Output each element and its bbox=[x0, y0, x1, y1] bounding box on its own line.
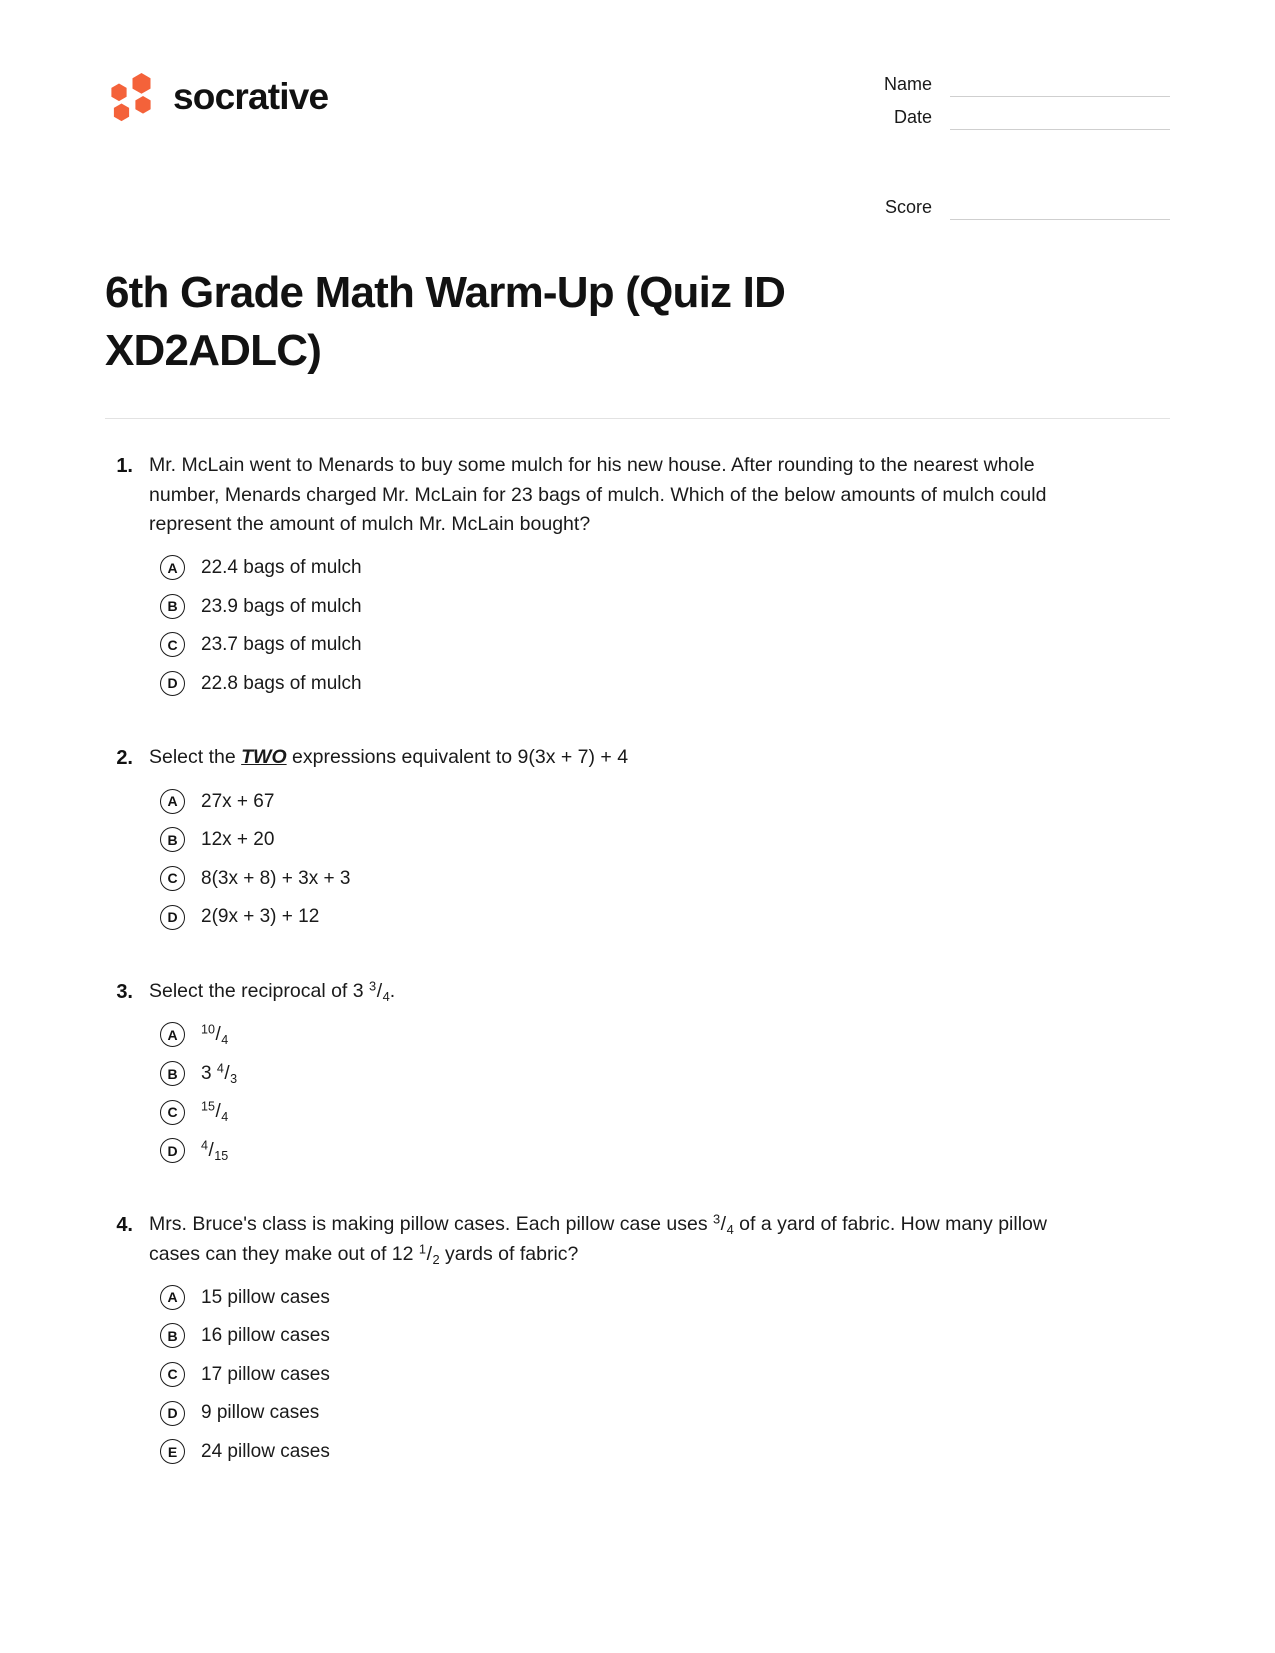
choice-label: 15 pillow cases bbox=[201, 1286, 330, 1308]
choice-label: 23.9 bags of mulch bbox=[201, 595, 362, 617]
page-title: 6th Grade Math Warm-Up (Quiz ID XD2ADLC) bbox=[105, 268, 786, 376]
hexagon-cluster-icon bbox=[105, 70, 157, 122]
fraction-denominator: 4 bbox=[221, 1032, 229, 1047]
choice-bubble-c[interactable]: C bbox=[160, 1100, 185, 1125]
choice-option[interactable] bbox=[105, 1098, 1170, 1126]
choice-bubble-a[interactable]: A bbox=[160, 555, 185, 580]
choice-option[interactable] bbox=[105, 1322, 1170, 1350]
date-label: Date bbox=[893, 107, 932, 127]
fraction-inline-2 bbox=[419, 1243, 440, 1265]
fraction-inline bbox=[369, 980, 390, 1002]
score-label: Score bbox=[884, 197, 932, 217]
choice-bubble-a[interactable]: A bbox=[160, 789, 185, 814]
choice-label: 23.7 bags of mulch bbox=[201, 634, 362, 656]
fraction-denominator: 4 bbox=[382, 988, 390, 1004]
choice-label: 24 pillow cases bbox=[201, 1440, 330, 1462]
fraction-slash: / bbox=[426, 1243, 432, 1265]
question-prompt bbox=[149, 1210, 1049, 1269]
score-field-row bbox=[840, 197, 1170, 220]
fraction-denominator: 15 bbox=[214, 1148, 229, 1163]
choice-bubble-b[interactable]: B bbox=[160, 594, 185, 619]
name-write-line[interactable] bbox=[950, 74, 1170, 97]
prompt-tail: . bbox=[389, 979, 396, 1002]
fraction-numerator: 4 bbox=[216, 1061, 224, 1076]
choice-bubble-c[interactable]: C bbox=[160, 632, 185, 657]
fraction-slash: / bbox=[224, 1062, 230, 1084]
prompt-lead: Select the bbox=[149, 746, 242, 769]
choice-label: 8(3x + 8) + 3x + 3 bbox=[201, 867, 351, 889]
choice-label bbox=[201, 1098, 228, 1126]
choice-bubble-b[interactable]: B bbox=[160, 1323, 185, 1348]
question-3 bbox=[105, 977, 1170, 1165]
choice-option[interactable] bbox=[105, 670, 1170, 698]
choice-option[interactable] bbox=[105, 1399, 1170, 1427]
fraction-slash: / bbox=[215, 1024, 221, 1046]
fraction-denominator: 4 bbox=[221, 1110, 229, 1125]
choice-bubble-d[interactable]: D bbox=[160, 1401, 185, 1426]
choice-option[interactable] bbox=[105, 631, 1170, 659]
choice-label: 17 pillow cases bbox=[201, 1363, 330, 1385]
choice-option[interactable] bbox=[105, 788, 1170, 816]
choice-label: 2(9x + 3) + 12 bbox=[201, 906, 320, 928]
question-4 bbox=[105, 1210, 1170, 1465]
choice-bubble-b[interactable]: B bbox=[160, 827, 185, 852]
fraction-denominator: 3 bbox=[230, 1071, 238, 1086]
prompt-lead: Select the reciprocal of 3 bbox=[149, 979, 370, 1002]
choice-bubble-d[interactable]: D bbox=[160, 905, 185, 930]
choice-option[interactable] bbox=[105, 1060, 1170, 1088]
choice-bubble-a[interactable]: A bbox=[160, 1285, 185, 1310]
choice-option[interactable] bbox=[105, 1137, 1170, 1165]
prompt-emphasis: TWO bbox=[241, 746, 287, 769]
student-info-fields bbox=[840, 56, 1170, 230]
name-label: Name bbox=[883, 74, 932, 94]
prompt-part-2: of a yard of fabric. How many pillow cases can they make out of 12 bbox=[149, 1213, 1047, 1265]
fraction-inline-1 bbox=[713, 1211, 734, 1238]
question-2 bbox=[105, 743, 1170, 931]
question-prompt bbox=[149, 743, 628, 773]
mixed-whole: 3 bbox=[201, 1062, 217, 1084]
prompt-part-3: yards of fabric? bbox=[439, 1243, 579, 1265]
choice-label bbox=[201, 1060, 237, 1088]
fraction-numerator: 3 bbox=[369, 978, 377, 994]
fraction-denominator: 2 bbox=[432, 1251, 440, 1267]
choice-label: 9 pillow cases bbox=[201, 1402, 320, 1424]
fraction-slash: / bbox=[208, 1139, 214, 1161]
choice-label bbox=[201, 1021, 228, 1049]
choice-bubble-c[interactable]: C bbox=[160, 866, 185, 891]
prompt-tail: expressions equivalent to 9(3x + 7) + 4 bbox=[286, 746, 629, 769]
choice-option[interactable] bbox=[105, 1438, 1170, 1466]
choice-option[interactable] bbox=[105, 865, 1170, 893]
question-number: 3. bbox=[116, 980, 133, 1003]
question-prompt: Mr. McLain went to Menards to buy some mulch for his new house. After rounding to the nearest whole number, Menards charged Mr. McLain for 23 bags of mulch. Which of the below amounts of mulch could represent the amount of mulch Mr. McLain bought? bbox=[149, 454, 1047, 536]
choice-option[interactable] bbox=[105, 1021, 1170, 1049]
questions-list bbox=[0, 451, 1275, 1465]
choice-option[interactable] bbox=[105, 903, 1170, 931]
choices-list bbox=[105, 554, 1170, 697]
fraction-numerator: 1 bbox=[418, 1241, 427, 1257]
fraction-numerator: 3 bbox=[713, 1211, 721, 1227]
brand-wordmark: socrative bbox=[173, 75, 329, 117]
question-number: 1. bbox=[116, 455, 133, 478]
choice-bubble-e[interactable]: E bbox=[160, 1439, 185, 1464]
fraction-slash: / bbox=[720, 1213, 727, 1236]
question-number: 4. bbox=[116, 1214, 133, 1237]
choice-label: 27x + 67 bbox=[201, 790, 275, 812]
choice-bubble-c[interactable]: C bbox=[160, 1362, 185, 1387]
socrative-brand bbox=[105, 70, 328, 122]
choice-label: 16 pillow cases bbox=[201, 1325, 330, 1347]
fraction-slash: / bbox=[215, 1101, 221, 1123]
fraction-numerator: 4 bbox=[201, 1138, 208, 1153]
header-divider bbox=[105, 418, 1170, 419]
date-field-row bbox=[840, 107, 1170, 130]
choice-bubble-d[interactable]: D bbox=[160, 1138, 185, 1163]
choice-option[interactable] bbox=[105, 593, 1170, 621]
choice-option[interactable] bbox=[105, 1361, 1170, 1389]
fraction-slash: / bbox=[376, 979, 383, 1002]
choice-label: 22.8 bags of mulch bbox=[201, 672, 362, 694]
name-field-row bbox=[840, 74, 1170, 97]
question-1 bbox=[105, 451, 1170, 697]
prompt-part-1: Mrs. Bruce's class is making pillow cases. Each pillow case uses bbox=[149, 1213, 714, 1236]
choice-bubble-b[interactable]: B bbox=[160, 1061, 185, 1086]
question-number: 2. bbox=[116, 747, 133, 770]
date-write-line[interactable] bbox=[950, 107, 1170, 130]
choice-option[interactable] bbox=[105, 1284, 1170, 1312]
choice-label bbox=[201, 1137, 228, 1165]
choice-option[interactable] bbox=[105, 554, 1170, 582]
fraction-denominator: 4 bbox=[726, 1222, 734, 1238]
fraction-numerator: 15 bbox=[201, 1099, 215, 1114]
choice-label: 12x + 20 bbox=[201, 829, 275, 851]
choices-list bbox=[105, 788, 1170, 931]
choice-bubble-a[interactable]: A bbox=[160, 1022, 185, 1047]
choice-option[interactable] bbox=[105, 826, 1170, 854]
choices-list bbox=[105, 1021, 1170, 1164]
fraction-numerator: 10 bbox=[201, 1022, 215, 1037]
choice-bubble-d[interactable]: D bbox=[160, 671, 185, 696]
question-prompt bbox=[149, 977, 395, 1007]
score-write-line[interactable] bbox=[950, 197, 1170, 220]
choices-list bbox=[105, 1284, 1170, 1466]
page-header bbox=[0, 0, 1275, 380]
choice-label: 22.4 bags of mulch bbox=[201, 557, 362, 579]
